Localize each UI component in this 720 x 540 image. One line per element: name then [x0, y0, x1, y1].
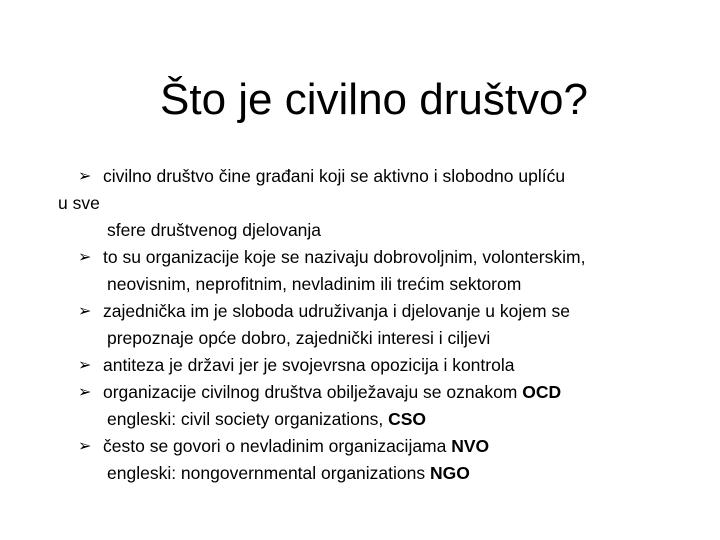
- bullet-line: [78, 298, 708, 325]
- text-run: neovisnim, neprofitnim, nevladinim ili trećim sektorom: [107, 274, 522, 294]
- bullet-arrow-icon: ➢: [78, 384, 92, 401]
- text-run: zajednička im je sloboda udruživanja i djelovanje u kojem se: [103, 301, 570, 321]
- text-run: to su organizacije koje se nazivaju dobrovoljnim, volonterskim,: [103, 247, 586, 267]
- bold-acronym: CSO: [388, 409, 427, 429]
- bold-acronym: NGO: [429, 463, 470, 483]
- bullet-line: [78, 271, 708, 298]
- bullet-text: [107, 220, 321, 240]
- text-run: sfere društvenog djelovanja: [107, 220, 322, 240]
- text-run: u sve: [58, 193, 100, 213]
- text-run: civilno društvo: [103, 166, 214, 186]
- bullet-text: [103, 382, 561, 402]
- slide-title: Što je civilno društvo?: [160, 75, 588, 124]
- bullet-line: [78, 325, 708, 352]
- bullet-line: [78, 433, 708, 460]
- bullet-text: [107, 274, 521, 294]
- bullet-text: [103, 247, 585, 267]
- bullet-arrow-icon: ➢: [78, 357, 92, 374]
- bullet-text: [107, 463, 470, 483]
- bullet-line: [58, 190, 688, 217]
- bullet-text: [107, 409, 426, 429]
- bullet-item: [78, 298, 708, 352]
- text-run: antiteza je državi jer je svojevrsna opozicija i kontrola: [103, 355, 515, 375]
- bullet-text: [103, 355, 514, 375]
- bullet-arrow-icon: ➢: [78, 303, 92, 320]
- bullet-text: [103, 301, 570, 321]
- bullet-text: [58, 193, 100, 213]
- text-run: engleski: civil society organizations,: [107, 409, 389, 429]
- bullet-line: [78, 379, 708, 406]
- bullet-arrow-icon: ➢: [78, 168, 92, 185]
- bullet-line: [78, 217, 708, 244]
- text-run: organizacije civilnog društva obilježavaju se oznakom: [103, 382, 523, 402]
- bullet-arrow-icon: ➢: [78, 438, 92, 455]
- text-run: čine građani koji se aktivno i slobodno uplíću: [213, 166, 566, 186]
- bullet-line: [78, 406, 708, 433]
- bullet-line: [78, 460, 708, 487]
- bullet-text: [103, 166, 565, 186]
- bold-acronym: NVO: [451, 436, 490, 456]
- bullet-item: [78, 352, 708, 379]
- bullet-line: [78, 244, 708, 271]
- bullet-item: [78, 379, 708, 433]
- text-run: engleski: nongovernmental organizations: [107, 463, 430, 483]
- bullet-item: [58, 163, 708, 244]
- bullet-list: [58, 163, 708, 487]
- bullet-text: [103, 436, 489, 456]
- bold-acronym: OCD: [522, 382, 562, 402]
- bullet-text: [107, 328, 490, 348]
- bullet-arrow-icon: ➢: [78, 249, 92, 266]
- text-run: često se govori o nevladinim organizacijama: [103, 436, 452, 456]
- text-run: prepoznaje opće dobro, zajednički interesi i ciljevi: [107, 328, 491, 348]
- bullet-item: [78, 433, 708, 487]
- bullet-item: [78, 244, 708, 298]
- bullet-line: [78, 352, 708, 379]
- bullet-line: [78, 163, 708, 190]
